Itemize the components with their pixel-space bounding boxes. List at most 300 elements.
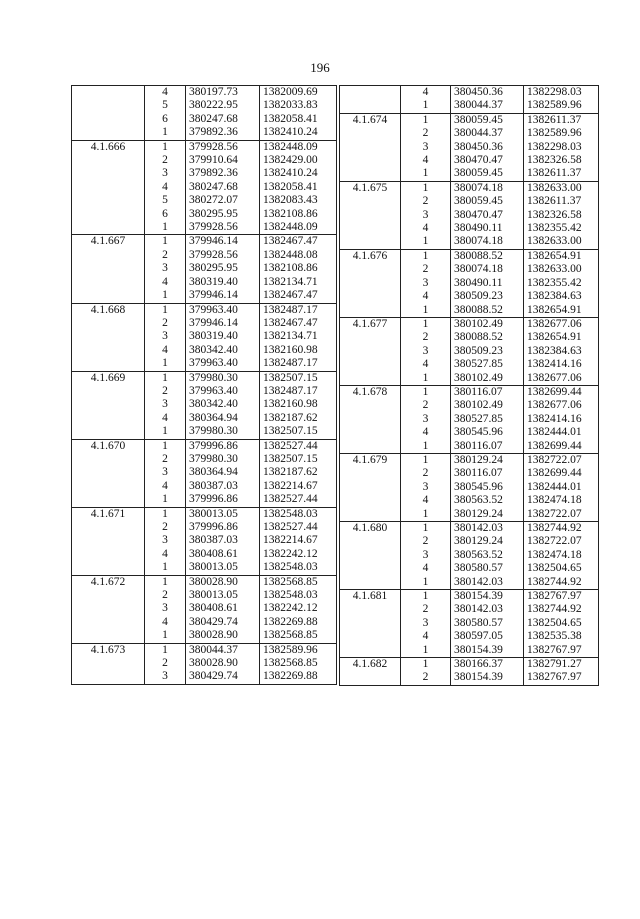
x-coordinate-cell: 380319.40 <box>186 330 260 343</box>
table-row <box>340 562 599 575</box>
x-coordinate-cell: 379996.86 <box>186 521 260 534</box>
parcel-id-cell <box>72 480 145 493</box>
y-coordinate-cell: 1382410.24 <box>260 167 337 180</box>
y-coordinate-cell: 1382722.07 <box>524 508 599 522</box>
parcel-id-cell <box>72 453 145 466</box>
table-row <box>72 235 337 249</box>
x-coordinate-cell: 379892.36 <box>186 167 260 180</box>
table-row <box>340 372 599 386</box>
x-coordinate-cell: 380074.18 <box>451 235 524 249</box>
coordinates-table-left <box>71 85 337 685</box>
point-number-cell: 1 <box>145 303 186 317</box>
x-coordinate-cell: 379980.30 <box>186 371 260 385</box>
table-row <box>72 317 337 330</box>
point-number-cell: 1 <box>401 235 451 249</box>
parcel-id-cell <box>72 126 145 140</box>
parcel-id-cell <box>72 276 145 289</box>
x-coordinate-cell: 379928.56 <box>186 221 260 235</box>
point-number-cell: 3 <box>145 330 186 343</box>
table-row <box>340 440 599 454</box>
parcel-id-cell <box>340 167 401 181</box>
table-row <box>72 629 337 643</box>
y-coordinate-cell: 1382058.41 <box>260 113 337 126</box>
point-number-cell: 2 <box>145 317 186 330</box>
parcel-id-cell <box>340 562 401 575</box>
parcel-id-cell: 4.1.676 <box>340 249 401 263</box>
table-row <box>340 617 599 630</box>
x-coordinate-cell: 380028.90 <box>186 629 260 643</box>
y-coordinate-cell: 1382242.12 <box>260 548 337 561</box>
point-number-cell: 1 <box>401 181 451 195</box>
x-coordinate-cell: 379963.40 <box>186 303 260 317</box>
x-coordinate-cell: 379928.56 <box>186 140 260 154</box>
point-number-cell: 1 <box>145 561 186 575</box>
x-coordinate-cell: 380450.36 <box>451 141 524 154</box>
parcel-id-cell <box>340 549 401 562</box>
y-coordinate-cell: 1382744.92 <box>524 522 599 536</box>
table-row <box>72 330 337 343</box>
x-coordinate-cell: 380470.47 <box>451 209 524 222</box>
point-number-cell: 1 <box>401 508 451 522</box>
y-coordinate-cell: 1382214.67 <box>260 534 337 547</box>
x-coordinate-cell: 380342.40 <box>186 398 260 411</box>
x-coordinate-cell: 380342.40 <box>186 344 260 357</box>
y-coordinate-cell: 1382214.67 <box>260 480 337 493</box>
table-row <box>72 548 337 561</box>
parcel-id-cell <box>72 629 145 643</box>
y-coordinate-cell: 1382444.01 <box>524 481 599 494</box>
parcel-id-cell <box>72 330 145 343</box>
x-coordinate-cell: 379963.40 <box>186 357 260 371</box>
x-coordinate-cell: 380129.24 <box>451 535 524 548</box>
parcel-id-cell <box>72 534 145 547</box>
point-number-cell: 1 <box>401 317 451 331</box>
x-coordinate-cell: 380470.47 <box>451 154 524 167</box>
x-coordinate-cell: 380154.39 <box>451 644 524 658</box>
y-coordinate-cell: 1382589.96 <box>524 127 599 140</box>
parcel-id-cell <box>72 561 145 575</box>
point-number-cell: 4 <box>145 616 186 629</box>
parcel-id-cell <box>340 644 401 658</box>
parcel-id-cell: 4.1.671 <box>72 507 145 521</box>
point-number-cell: 1 <box>401 99 451 113</box>
table-row <box>340 453 599 467</box>
parcel-id-cell <box>72 344 145 357</box>
table-row <box>340 167 599 181</box>
point-number-cell: 1 <box>401 590 451 604</box>
point-number-cell: 1 <box>145 425 186 439</box>
parcel-id-cell <box>72 385 145 398</box>
point-number-cell: 4 <box>145 86 186 100</box>
table-row <box>72 167 337 180</box>
parcel-id-cell <box>72 289 145 303</box>
table-row <box>72 99 337 112</box>
y-coordinate-cell: 1382187.62 <box>260 412 337 425</box>
parcel-id-cell <box>72 208 145 221</box>
x-coordinate-cell: 380074.18 <box>451 263 524 276</box>
parcel-id-cell <box>72 657 145 670</box>
x-coordinate-cell: 380102.49 <box>451 317 524 331</box>
parcel-id-cell <box>340 154 401 167</box>
point-number-cell: 2 <box>401 127 451 140</box>
y-coordinate-cell: 1382507.15 <box>260 453 337 466</box>
parcel-id-cell <box>340 235 401 249</box>
table-row <box>72 357 337 371</box>
point-number-cell: 4 <box>401 290 451 303</box>
point-number-cell: 3 <box>401 481 451 494</box>
y-coordinate-cell: 1382187.62 <box>260 466 337 479</box>
y-coordinate-cell: 1382589.96 <box>260 643 337 657</box>
point-number-cell: 4 <box>401 630 451 643</box>
x-coordinate-cell: 380545.96 <box>451 426 524 439</box>
point-number-cell: 3 <box>401 209 451 222</box>
parcel-id-cell <box>340 508 401 522</box>
x-coordinate-cell: 380154.39 <box>451 590 524 604</box>
point-number-cell: 4 <box>145 412 186 425</box>
parcel-id-cell <box>72 670 145 684</box>
coordinates-table-right <box>339 85 599 686</box>
y-coordinate-cell: 1382654.91 <box>524 304 599 318</box>
y-coordinate-cell: 1382429.00 <box>260 154 337 167</box>
x-coordinate-cell: 380429.74 <box>186 616 260 629</box>
x-coordinate-cell: 380059.45 <box>451 167 524 181</box>
y-coordinate-cell: 1382108.86 <box>260 262 337 275</box>
y-coordinate-cell: 1382298.03 <box>524 141 599 154</box>
point-number-cell: 4 <box>145 344 186 357</box>
table-row <box>72 221 337 235</box>
parcel-id-cell <box>340 195 401 208</box>
y-coordinate-cell: 1382589.96 <box>524 99 599 113</box>
y-coordinate-cell: 1382474.18 <box>524 549 599 562</box>
table-row <box>340 331 599 344</box>
parcel-id-cell <box>340 603 401 616</box>
y-coordinate-cell: 1382791.27 <box>524 658 599 672</box>
point-number-cell: 3 <box>401 549 451 562</box>
parcel-id-cell: 4.1.675 <box>340 181 401 195</box>
table-row <box>72 466 337 479</box>
table-row <box>340 549 599 562</box>
table-row <box>72 657 337 670</box>
x-coordinate-cell: 380295.95 <box>186 208 260 221</box>
table-row <box>340 358 599 371</box>
table-row <box>340 494 599 507</box>
point-number-cell: 1 <box>145 357 186 371</box>
parcel-id-cell <box>340 127 401 140</box>
parcel-id-cell <box>340 277 401 290</box>
parcel-id-cell <box>72 249 145 262</box>
point-number-cell: 4 <box>145 276 186 289</box>
parcel-id-cell <box>340 494 401 507</box>
y-coordinate-cell: 1382677.06 <box>524 399 599 412</box>
point-number-cell: 1 <box>145 643 186 657</box>
point-number-cell: 3 <box>401 413 451 426</box>
x-coordinate-cell: 380059.45 <box>451 113 524 127</box>
point-number-cell: 1 <box>145 140 186 154</box>
y-coordinate-cell: 1382444.01 <box>524 426 599 439</box>
parcel-id-cell: 4.1.667 <box>72 235 145 249</box>
parcel-id-cell: 4.1.679 <box>340 453 401 467</box>
parcel-id-cell <box>72 616 145 629</box>
point-number-cell: 1 <box>401 658 451 672</box>
table-row <box>340 127 599 140</box>
x-coordinate-cell: 380129.24 <box>451 453 524 467</box>
x-coordinate-cell: 380408.61 <box>186 548 260 561</box>
table-row <box>340 630 599 643</box>
y-coordinate-cell: 1382535.38 <box>524 630 599 643</box>
x-coordinate-cell: 380387.03 <box>186 480 260 493</box>
y-coordinate-cell: 1382108.86 <box>260 208 337 221</box>
y-coordinate-cell: 1382767.97 <box>524 590 599 604</box>
x-coordinate-cell: 380028.90 <box>186 575 260 589</box>
y-coordinate-cell: 1382414.16 <box>524 358 599 371</box>
table-row <box>72 344 337 357</box>
table-row <box>340 576 599 590</box>
point-number-cell: 2 <box>145 521 186 534</box>
y-coordinate-cell: 1382568.85 <box>260 629 337 643</box>
parcel-id-cell <box>340 440 401 454</box>
y-coordinate-cell: 1382722.07 <box>524 535 599 548</box>
table-row <box>340 263 599 276</box>
point-number-cell: 4 <box>401 154 451 167</box>
parcel-id-cell <box>72 521 145 534</box>
parcel-id-cell <box>72 86 145 100</box>
x-coordinate-cell: 380319.40 <box>186 276 260 289</box>
x-coordinate-cell: 380197.73 <box>186 86 260 100</box>
table-row <box>72 412 337 425</box>
x-coordinate-cell: 379928.56 <box>186 249 260 262</box>
y-coordinate-cell: 1382699.44 <box>524 467 599 480</box>
parcel-id-cell <box>340 576 401 590</box>
point-number-cell: 3 <box>145 398 186 411</box>
x-coordinate-cell: 380116.07 <box>451 440 524 454</box>
y-coordinate-cell: 1382654.91 <box>524 331 599 344</box>
parcel-id-cell <box>340 304 401 318</box>
point-number-cell: 4 <box>145 548 186 561</box>
x-coordinate-cell: 380450.36 <box>451 86 524 100</box>
y-coordinate-cell: 1382355.42 <box>524 222 599 235</box>
table-row <box>72 507 337 521</box>
table-row <box>340 399 599 412</box>
y-coordinate-cell: 1382633.00 <box>524 181 599 195</box>
parcel-id-cell <box>72 493 145 507</box>
table-row <box>340 413 599 426</box>
parcel-id-cell <box>340 86 401 100</box>
table-body-left <box>72 86 337 685</box>
point-number-cell: 3 <box>145 466 186 479</box>
point-number-cell: 1 <box>145 126 186 140</box>
point-number-cell: 1 <box>145 439 186 453</box>
point-number-cell: 4 <box>145 181 186 194</box>
table-row <box>340 181 599 195</box>
table-row <box>340 113 599 127</box>
y-coordinate-cell: 1382507.15 <box>260 425 337 439</box>
table-row <box>340 304 599 318</box>
table-body-right <box>340 86 599 686</box>
parcel-id-cell <box>340 99 401 113</box>
parcel-id-cell <box>340 358 401 371</box>
y-coordinate-cell: 1382058.41 <box>260 181 337 194</box>
table-row <box>340 317 599 331</box>
x-coordinate-cell: 380429.74 <box>186 670 260 684</box>
parcel-id-cell <box>340 290 401 303</box>
point-number-cell: 1 <box>145 493 186 507</box>
y-coordinate-cell: 1382699.44 <box>524 440 599 454</box>
x-coordinate-cell: 380044.37 <box>186 643 260 657</box>
point-number-cell: 3 <box>145 534 186 547</box>
y-coordinate-cell: 1382033.83 <box>260 99 337 112</box>
y-coordinate-cell: 1382767.97 <box>524 671 599 685</box>
table-row <box>340 481 599 494</box>
x-coordinate-cell: 380142.03 <box>451 576 524 590</box>
y-coordinate-cell: 1382548.03 <box>260 507 337 521</box>
point-number-cell: 1 <box>401 372 451 386</box>
x-coordinate-cell: 380295.95 <box>186 262 260 275</box>
x-coordinate-cell: 380088.52 <box>451 304 524 318</box>
y-coordinate-cell: 1382548.03 <box>260 561 337 575</box>
table-row <box>340 99 599 113</box>
y-coordinate-cell: 1382448.09 <box>260 140 337 154</box>
y-coordinate-cell: 1382722.07 <box>524 453 599 467</box>
y-coordinate-cell: 1382326.58 <box>524 209 599 222</box>
point-number-cell: 5 <box>145 99 186 112</box>
table-row <box>72 181 337 194</box>
table-row <box>72 289 337 303</box>
y-coordinate-cell: 1382527.44 <box>260 521 337 534</box>
parcel-id-cell <box>72 194 145 207</box>
parcel-id-cell <box>340 372 401 386</box>
table-row <box>72 140 337 154</box>
point-number-cell: 2 <box>401 467 451 480</box>
x-coordinate-cell: 380247.68 <box>186 181 260 194</box>
x-coordinate-cell: 380580.57 <box>451 562 524 575</box>
parcel-id-cell: 4.1.672 <box>72 575 145 589</box>
y-coordinate-cell: 1382611.37 <box>524 113 599 127</box>
y-coordinate-cell: 1382504.65 <box>524 562 599 575</box>
x-coordinate-cell: 380545.96 <box>451 481 524 494</box>
parcel-id-cell: 4.1.678 <box>340 385 401 399</box>
y-coordinate-cell: 1382134.71 <box>260 330 337 343</box>
table-row <box>72 276 337 289</box>
table-row <box>72 643 337 657</box>
table-row <box>340 345 599 358</box>
parcel-id-cell: 4.1.668 <box>72 303 145 317</box>
y-coordinate-cell: 1382160.98 <box>260 398 337 411</box>
point-number-cell: 3 <box>145 262 186 275</box>
point-number-cell: 4 <box>401 222 451 235</box>
parcel-id-cell <box>72 167 145 180</box>
table-row <box>72 670 337 684</box>
parcel-id-cell <box>340 467 401 480</box>
x-coordinate-cell: 380166.37 <box>451 658 524 672</box>
table-row <box>340 249 599 263</box>
x-coordinate-cell: 380509.23 <box>451 290 524 303</box>
point-number-cell: 2 <box>145 249 186 262</box>
x-coordinate-cell: 380028.90 <box>186 657 260 670</box>
parcel-id-cell <box>72 154 145 167</box>
x-coordinate-cell: 379946.14 <box>186 289 260 303</box>
y-coordinate-cell: 1382134.71 <box>260 276 337 289</box>
parcel-id-cell: 4.1.680 <box>340 522 401 536</box>
point-number-cell: 4 <box>401 86 451 100</box>
parcel-id-cell: 4.1.673 <box>72 643 145 657</box>
page-number: 196 <box>310 60 330 75</box>
x-coordinate-cell: 380013.05 <box>186 507 260 521</box>
y-coordinate-cell: 1382767.97 <box>524 644 599 658</box>
x-coordinate-cell: 380272.07 <box>186 194 260 207</box>
parcel-id-cell <box>72 412 145 425</box>
table-row <box>340 467 599 480</box>
point-number-cell: 4 <box>145 480 186 493</box>
point-number-cell: 3 <box>145 602 186 615</box>
x-coordinate-cell: 380142.03 <box>451 522 524 536</box>
point-number-cell: 3 <box>401 617 451 630</box>
table-row <box>340 522 599 536</box>
y-coordinate-cell: 1382160.98 <box>260 344 337 357</box>
x-coordinate-cell: 380408.61 <box>186 602 260 615</box>
point-number-cell: 2 <box>145 453 186 466</box>
y-coordinate-cell: 1382326.58 <box>524 154 599 167</box>
table-row <box>340 658 599 672</box>
point-number-cell: 2 <box>145 385 186 398</box>
y-coordinate-cell: 1382677.06 <box>524 372 599 386</box>
table-row <box>72 616 337 629</box>
y-coordinate-cell: 1382384.63 <box>524 345 599 358</box>
y-coordinate-cell: 1382410.24 <box>260 126 337 140</box>
table-row <box>72 262 337 275</box>
table-row <box>340 290 599 303</box>
parcel-id-cell <box>72 398 145 411</box>
parcel-id-cell: 4.1.666 <box>72 140 145 154</box>
x-coordinate-cell: 380364.94 <box>186 466 260 479</box>
parcel-id-cell <box>340 481 401 494</box>
y-coordinate-cell: 1382487.17 <box>260 357 337 371</box>
y-coordinate-cell: 1382298.03 <box>524 86 599 100</box>
parcel-id-cell <box>72 181 145 194</box>
x-coordinate-cell: 379946.14 <box>186 317 260 330</box>
table-row <box>340 426 599 439</box>
parcel-id-cell <box>340 671 401 685</box>
table-row <box>340 385 599 399</box>
y-coordinate-cell: 1382467.47 <box>260 235 337 249</box>
y-coordinate-cell: 1382527.44 <box>260 493 337 507</box>
y-coordinate-cell: 1382414.16 <box>524 413 599 426</box>
parcel-id-cell <box>340 535 401 548</box>
y-coordinate-cell: 1382269.88 <box>260 670 337 684</box>
point-number-cell: 1 <box>401 440 451 454</box>
y-coordinate-cell: 1382487.17 <box>260 303 337 317</box>
parcel-id-cell <box>72 357 145 371</box>
table-row <box>72 303 337 317</box>
table-row <box>340 590 599 604</box>
table-row <box>72 439 337 453</box>
y-coordinate-cell: 1382548.03 <box>260 589 337 602</box>
x-coordinate-cell: 380129.24 <box>451 508 524 522</box>
point-number-cell: 2 <box>145 589 186 602</box>
point-number-cell: 2 <box>401 535 451 548</box>
point-number-cell: 1 <box>145 507 186 521</box>
x-coordinate-cell: 380387.03 <box>186 534 260 547</box>
x-coordinate-cell: 380247.68 <box>186 113 260 126</box>
parcel-id-cell: 4.1.681 <box>340 590 401 604</box>
point-number-cell: 1 <box>401 522 451 536</box>
x-coordinate-cell: 380563.52 <box>451 549 524 562</box>
table-row <box>340 154 599 167</box>
table-row <box>72 371 337 385</box>
x-coordinate-cell: 380013.05 <box>186 561 260 575</box>
parcel-id-cell: 4.1.682 <box>340 658 401 672</box>
point-number-cell: 1 <box>401 576 451 590</box>
parcel-id-cell <box>340 413 401 426</box>
